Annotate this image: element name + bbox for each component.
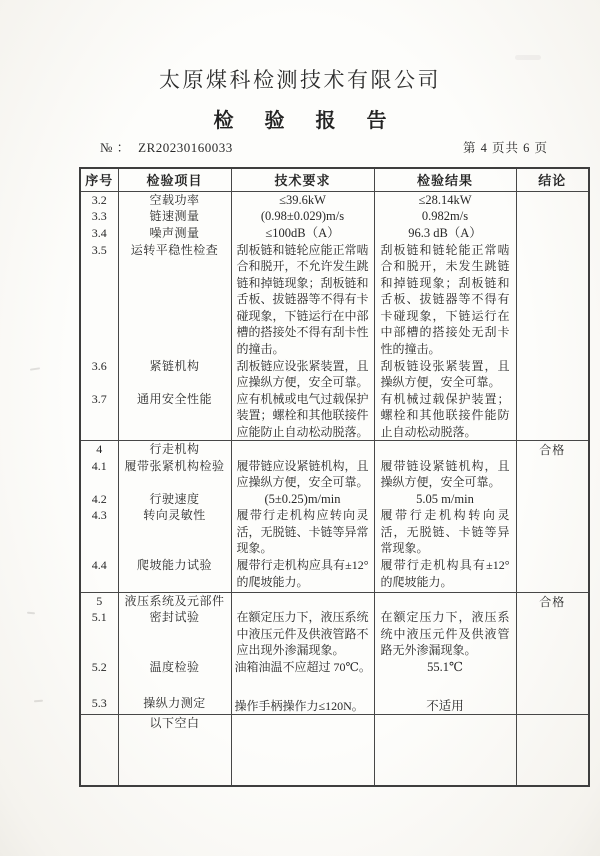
scan-artifact bbox=[27, 612, 35, 615]
requirement-cell: 操作手柄操作力≤120N。 bbox=[231, 677, 374, 715]
conclusion-cell: 合格 bbox=[516, 592, 589, 715]
table-row bbox=[80, 441, 589, 458]
table-row bbox=[80, 507, 589, 557]
requirement-cell: 应有机械或电气过载保护装置；螺栓和其他联接件应能防止自动松动脱落。 bbox=[231, 391, 374, 441]
item-cell: 噪声测量 bbox=[118, 225, 231, 242]
item-cell: 温度检验 bbox=[118, 659, 231, 677]
item-cell: 密封试验 bbox=[118, 609, 231, 659]
item-cell: 链速测量 bbox=[118, 208, 231, 225]
result-cell: 履带行走机构具有±12°的爬坡能力。 bbox=[374, 557, 516, 592]
table-header-row bbox=[80, 168, 589, 191]
result-cell bbox=[374, 441, 516, 458]
report-meta bbox=[79, 137, 588, 156]
row-number-cell: 3.4 bbox=[80, 225, 118, 242]
table-row bbox=[80, 458, 589, 491]
company-name: 太原煤科检测技术有限公司 bbox=[159, 68, 441, 92]
result-cell: 0.982m/s bbox=[374, 208, 516, 225]
item-cell: 空载功率 bbox=[118, 191, 231, 208]
result-cell: 在额定压力下，液压系统中液压元件及供液管路无外渗漏现象。 bbox=[374, 609, 516, 659]
scan-artifact bbox=[515, 55, 541, 60]
row-number-cell: 4.3 bbox=[80, 507, 118, 557]
conclusion-cell bbox=[516, 191, 589, 441]
table-row bbox=[80, 557, 589, 592]
item-cell: 运转平稳性检查 bbox=[118, 242, 231, 358]
result-cell: 刮板链设张紧装置，且操纵方便，安全可靠。 bbox=[374, 358, 516, 391]
item-cell: 转向灵敏性 bbox=[118, 507, 231, 557]
requirement-cell: (0.98±0.029)m/s bbox=[231, 208, 374, 225]
requirement-cell: 在额定压力下，液压系统中液压元件及供液管路不应出现外渗漏现象。 bbox=[231, 609, 374, 659]
result-cell: 履带链设紧链机构，且操纵方便，安全可靠。 bbox=[374, 458, 516, 491]
table-row bbox=[80, 659, 589, 677]
col-header-no: 序号 bbox=[80, 168, 118, 191]
result-cell bbox=[374, 715, 516, 786]
table-row bbox=[80, 592, 589, 609]
result-cell bbox=[374, 592, 516, 609]
item-cell: 履带张紧机构检验 bbox=[118, 458, 231, 491]
item-cell: 紧链机构 bbox=[118, 358, 231, 391]
requirement-cell: ≤39.6kW bbox=[231, 191, 374, 208]
row-number-cell: 3.2 bbox=[80, 191, 118, 208]
conclusion-cell: 合格 bbox=[516, 441, 589, 593]
col-header-requirement: 技术要求 bbox=[231, 168, 374, 191]
row-number-cell: 4.2 bbox=[80, 491, 118, 508]
result-cell: 96.3 dB（A） bbox=[374, 225, 516, 242]
row-number-cell: 3.6 bbox=[80, 358, 118, 391]
row-number-cell: 3.3 bbox=[80, 208, 118, 225]
scan-artifact bbox=[30, 367, 40, 370]
row-number-cell: 3.7 bbox=[80, 391, 118, 441]
table-row bbox=[80, 225, 589, 242]
row-number-cell: 5.1 bbox=[80, 609, 118, 659]
result-cell: 不适用 bbox=[374, 677, 516, 715]
requirement-cell: 履带行走机构应转向灵活，无脱链、卡链等异常现象。 bbox=[231, 507, 374, 557]
requirement-cell bbox=[231, 592, 374, 609]
table-row bbox=[80, 208, 589, 225]
inspection-table bbox=[79, 167, 590, 787]
table-row bbox=[80, 242, 589, 358]
requirement-cell: (5±0.25)m/min bbox=[231, 491, 374, 508]
result-cell: 有机械过载保护装置；螺栓和其他联接件能防止自动松动脱落。 bbox=[374, 391, 516, 441]
item-cell: 通用安全性能 bbox=[118, 391, 231, 441]
row-number-cell bbox=[80, 715, 118, 786]
requirement-cell: 油箱油温不应超过 70℃。 bbox=[231, 659, 374, 677]
item-cell: 行驶速度 bbox=[118, 491, 231, 508]
row-number-cell: 4 bbox=[80, 441, 118, 458]
requirement-cell: ≤100dB（A） bbox=[231, 225, 374, 242]
report-number-value: ZR20230160033 bbox=[138, 140, 233, 155]
scan-artifact bbox=[34, 700, 43, 703]
item-cell: 行走机构 bbox=[118, 441, 231, 458]
page-indicator: 第 4 页共 6 页 bbox=[462, 141, 548, 155]
item-cell: 液压系统及元部件 bbox=[118, 592, 231, 609]
report-title: 检 验 报 告 bbox=[213, 110, 400, 132]
table-row bbox=[80, 358, 589, 391]
row-number-cell: 5 bbox=[80, 592, 118, 609]
result-cell: 5.05 m/min bbox=[374, 491, 516, 508]
row-number-cell: 5.3 bbox=[80, 677, 118, 715]
requirement-cell bbox=[231, 715, 374, 786]
report-number bbox=[79, 137, 233, 156]
requirement-cell: 履带行走机构应具有±12°的爬坡能力。 bbox=[231, 557, 374, 592]
row-number-cell: 3.5 bbox=[80, 242, 118, 358]
item-cell: 爬坡能力试验 bbox=[118, 557, 231, 592]
item-cell: 以下空白 bbox=[118, 715, 231, 786]
table-row bbox=[80, 609, 589, 659]
table-row bbox=[80, 677, 589, 715]
conclusion-cell bbox=[516, 715, 589, 786]
result-cell: 履带行走机构转向灵活，无脱链、卡链等异常现象。 bbox=[374, 507, 516, 557]
col-header-item: 检验项目 bbox=[118, 168, 231, 191]
requirement-cell: 刮板链应设张紧装置，且应操纵方便，安全可靠。 bbox=[231, 358, 374, 391]
requirement-cell: 刮板链和链轮应能正常啮合和脱开，不允许发生跳链和掉链现象；刮板链和舌板、拔链器等不得有卡碰现象，下链运行在中部槽的搭接处不得有刮卡性的撞击。 bbox=[231, 242, 374, 358]
report-number-label: № ： bbox=[100, 140, 131, 155]
table-row bbox=[80, 191, 589, 208]
row-number-cell: 4.1 bbox=[80, 458, 118, 491]
table-row bbox=[80, 391, 589, 441]
requirement-cell bbox=[231, 441, 374, 458]
table-body bbox=[80, 191, 589, 786]
col-header-conclusion: 结论 bbox=[516, 168, 589, 191]
table-row bbox=[80, 491, 589, 508]
row-number-cell: 5.2 bbox=[80, 659, 118, 677]
col-header-result: 检验结果 bbox=[374, 168, 516, 191]
requirement-cell: 履带链应设紧链机构，且应操纵方便，安全可靠。 bbox=[231, 458, 374, 491]
result-cell: 55.1℃ bbox=[374, 659, 516, 677]
item-cell: 操纵力测定 bbox=[118, 677, 231, 715]
row-number-cell: 4.4 bbox=[80, 557, 118, 592]
blank-footer-row bbox=[80, 715, 589, 786]
result-cell: ≤28.14kW bbox=[374, 191, 516, 208]
result-cell: 刮板链和链轮能正常啮合和脱开，未发生跳链和掉链现象；刮板链和舌板、拔链器等不得有卡碰现象，下链运行在中部槽的搭接处无刮卡性的撞击。 bbox=[374, 242, 516, 358]
